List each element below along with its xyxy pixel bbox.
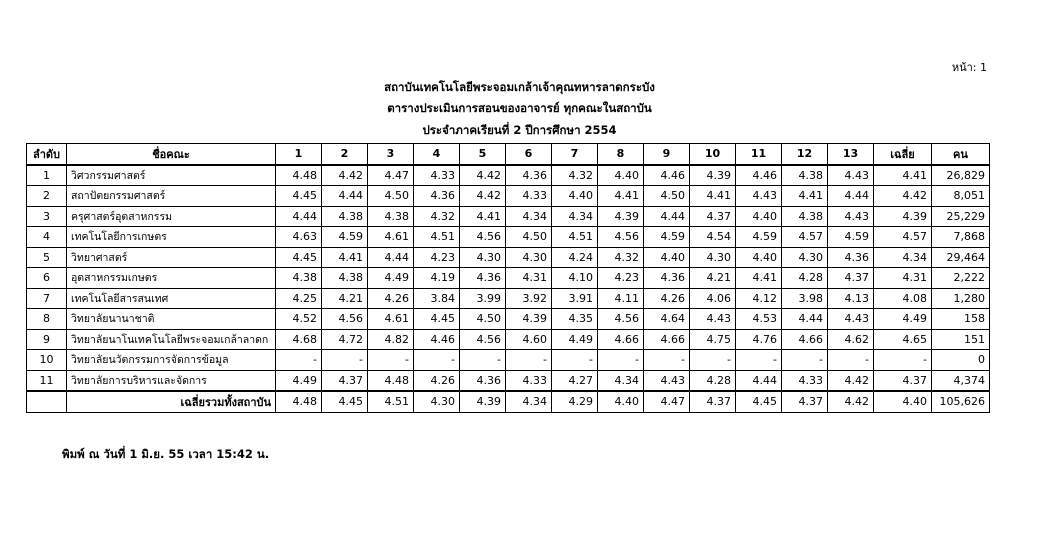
count-cell: 26,829 bbox=[932, 165, 990, 186]
table-row bbox=[27, 186, 990, 207]
score-cell: 4.40 bbox=[644, 247, 690, 268]
faculty-name-cell: วิทยาลัยการบริหารและจัดการ bbox=[67, 370, 276, 391]
rank-cell: 10 bbox=[27, 350, 67, 371]
score-cell: - bbox=[598, 350, 644, 371]
score-cell: 4.06 bbox=[690, 288, 736, 309]
score-cell: 4.39 bbox=[690, 165, 736, 186]
score-cell: 4.43 bbox=[644, 370, 690, 391]
score-cell: 4.53 bbox=[736, 309, 782, 330]
score-cell: 4.48 bbox=[368, 370, 414, 391]
table-row bbox=[27, 370, 990, 391]
score-cell: 4.19 bbox=[414, 268, 460, 289]
score-cell: 4.44 bbox=[782, 309, 828, 330]
score-cell: 4.44 bbox=[644, 206, 690, 227]
column-header: ชื่อคณะ bbox=[67, 144, 276, 165]
count-cell: 7,868 bbox=[932, 227, 990, 248]
column-header: 2 bbox=[322, 144, 368, 165]
institute-title: สถาบันเทคโนโลยีพระจอมเกล้าเจ้าคุณทหารลาดกระบัง bbox=[384, 80, 655, 94]
score-cell: 4.26 bbox=[414, 370, 460, 391]
faculty-name-cell: วิทยาลัยนวัตกรรมการจัดการข้อมูล bbox=[67, 350, 276, 371]
score-cell: 4.50 bbox=[644, 186, 690, 207]
count-cell: 4,374 bbox=[932, 370, 990, 391]
score-cell: 4.38 bbox=[782, 206, 828, 227]
score-cell: 4.33 bbox=[506, 186, 552, 207]
rank-cell: 2 bbox=[27, 186, 67, 207]
score-cell: 4.49 bbox=[276, 370, 322, 391]
score-cell: 4.38 bbox=[322, 268, 368, 289]
print-timestamp: พิมพ์ ณ วันที่ 1 มิ.ย. 55 เวลา 15:42 น. bbox=[62, 447, 270, 461]
rank-cell: 5 bbox=[27, 247, 67, 268]
column-header: 11 bbox=[736, 144, 782, 165]
score-cell: 4.62 bbox=[828, 329, 874, 350]
column-header: 10 bbox=[690, 144, 736, 165]
score-cell: 4.42 bbox=[322, 165, 368, 186]
score-cell: - bbox=[690, 350, 736, 371]
score-cell: 4.41 bbox=[460, 206, 506, 227]
average-cell: 4.41 bbox=[874, 165, 932, 186]
score-cell: 4.38 bbox=[368, 206, 414, 227]
score-cell: 4.34 bbox=[552, 206, 598, 227]
score-cell: 4.35 bbox=[552, 309, 598, 330]
score-cell: 4.47 bbox=[368, 165, 414, 186]
table-row bbox=[27, 165, 990, 186]
column-header: 4 bbox=[414, 144, 460, 165]
faculty-name-cell: วิทยาลัยนาโนเทคโนโลยีพระจอมเกล้าลาดก bbox=[67, 329, 276, 350]
table-row bbox=[27, 227, 990, 248]
count-cell: 0 bbox=[932, 350, 990, 371]
score-cell: 3.91 bbox=[552, 288, 598, 309]
score-cell: 4.30 bbox=[506, 247, 552, 268]
score-cell: 4.40 bbox=[736, 206, 782, 227]
total-score-cell: 4.45 bbox=[322, 391, 368, 412]
score-cell: 4.30 bbox=[460, 247, 506, 268]
score-cell: 4.41 bbox=[598, 186, 644, 207]
score-cell: - bbox=[782, 350, 828, 371]
score-cell: 4.51 bbox=[414, 227, 460, 248]
score-cell: 4.32 bbox=[598, 247, 644, 268]
score-cell: 4.52 bbox=[276, 309, 322, 330]
score-cell: 4.36 bbox=[644, 268, 690, 289]
score-cell: 4.32 bbox=[552, 165, 598, 186]
score-cell: 4.66 bbox=[782, 329, 828, 350]
faculty-name-cell: วิทยาศาสตร์ bbox=[67, 247, 276, 268]
table-header-row bbox=[27, 144, 990, 165]
count-cell: 8,051 bbox=[932, 186, 990, 207]
table-body bbox=[27, 165, 990, 413]
score-cell: 4.43 bbox=[736, 186, 782, 207]
score-cell: - bbox=[552, 350, 598, 371]
total-score-cell: 4.34 bbox=[506, 391, 552, 412]
score-cell: 4.68 bbox=[276, 329, 322, 350]
faculty-name-cell: วิทยาลัยนานาชาติ bbox=[67, 309, 276, 330]
faculty-name-cell: เทคโนโลยีสารสนเทศ bbox=[67, 288, 276, 309]
evaluation-table bbox=[26, 143, 990, 413]
score-cell: 4.30 bbox=[782, 247, 828, 268]
score-cell: 4.23 bbox=[598, 268, 644, 289]
score-cell: 4.38 bbox=[322, 206, 368, 227]
table-row bbox=[27, 288, 990, 309]
average-cell: 4.42 bbox=[874, 186, 932, 207]
average-cell: 4.57 bbox=[874, 227, 932, 248]
score-cell: 4.37 bbox=[690, 206, 736, 227]
score-cell: 4.63 bbox=[276, 227, 322, 248]
score-cell: 4.82 bbox=[368, 329, 414, 350]
score-cell: - bbox=[322, 350, 368, 371]
score-cell: 4.46 bbox=[736, 165, 782, 186]
faculty-name-cell: ครุศาสตร์อุตสาหกรรม bbox=[67, 206, 276, 227]
score-cell: 4.39 bbox=[598, 206, 644, 227]
score-cell: 4.42 bbox=[828, 370, 874, 391]
faculty-name-cell: วิศวกรรมศาสตร์ bbox=[67, 165, 276, 186]
faculty-name-cell: เทคโนโลยีการเกษตร bbox=[67, 227, 276, 248]
score-cell: 4.36 bbox=[460, 370, 506, 391]
score-cell: 4.40 bbox=[736, 247, 782, 268]
total-average-cell: 4.40 bbox=[874, 391, 932, 412]
score-cell: 4.56 bbox=[460, 329, 506, 350]
rank-cell: 9 bbox=[27, 329, 67, 350]
score-cell: 4.57 bbox=[782, 227, 828, 248]
average-cell: 4.49 bbox=[874, 309, 932, 330]
count-cell: 25,229 bbox=[932, 206, 990, 227]
score-cell: 4.26 bbox=[368, 288, 414, 309]
score-cell: 4.12 bbox=[736, 288, 782, 309]
rank-cell: 3 bbox=[27, 206, 67, 227]
score-cell: 4.31 bbox=[506, 268, 552, 289]
score-cell: 4.56 bbox=[460, 227, 506, 248]
score-cell: 4.59 bbox=[828, 227, 874, 248]
score-cell: 4.59 bbox=[322, 227, 368, 248]
score-cell: 4.44 bbox=[276, 206, 322, 227]
score-cell: 4.49 bbox=[368, 268, 414, 289]
score-cell: 4.36 bbox=[414, 186, 460, 207]
score-cell: 4.72 bbox=[322, 329, 368, 350]
score-cell: 4.36 bbox=[506, 165, 552, 186]
score-cell: 4.40 bbox=[598, 165, 644, 186]
total-score-cell: 4.37 bbox=[782, 391, 828, 412]
score-cell: 4.34 bbox=[506, 206, 552, 227]
score-cell: 4.66 bbox=[598, 329, 644, 350]
score-cell: 4.38 bbox=[276, 268, 322, 289]
score-cell: 4.64 bbox=[644, 309, 690, 330]
column-header: เฉลี่ย bbox=[874, 144, 932, 165]
score-cell: - bbox=[460, 350, 506, 371]
score-cell: 4.21 bbox=[690, 268, 736, 289]
count-cell: 151 bbox=[932, 329, 990, 350]
total-score-cell: 4.29 bbox=[552, 391, 598, 412]
score-cell: 4.59 bbox=[644, 227, 690, 248]
table-row bbox=[27, 247, 990, 268]
score-cell: 4.41 bbox=[782, 186, 828, 207]
column-header: ลำดับ bbox=[27, 144, 67, 165]
count-cell: 29,464 bbox=[932, 247, 990, 268]
score-cell: - bbox=[368, 350, 414, 371]
score-cell: - bbox=[736, 350, 782, 371]
score-cell: 4.10 bbox=[552, 268, 598, 289]
total-score-cell: 4.45 bbox=[736, 391, 782, 412]
column-header: 5 bbox=[460, 144, 506, 165]
semester-title: ประจำภาคเรียนที่ 2 ปีการศึกษา 2554 bbox=[422, 123, 617, 137]
column-header: 12 bbox=[782, 144, 828, 165]
score-cell: 4.50 bbox=[506, 227, 552, 248]
score-cell: 4.61 bbox=[368, 309, 414, 330]
total-score-cell: 4.40 bbox=[598, 391, 644, 412]
score-cell: 4.44 bbox=[368, 247, 414, 268]
score-cell: 4.45 bbox=[414, 309, 460, 330]
score-cell: 4.45 bbox=[276, 186, 322, 207]
score-cell: - bbox=[644, 350, 690, 371]
score-cell: 4.42 bbox=[460, 186, 506, 207]
total-row-spacer bbox=[27, 391, 67, 412]
score-cell: 4.46 bbox=[414, 329, 460, 350]
score-cell: 4.32 bbox=[414, 206, 460, 227]
table-row bbox=[27, 329, 990, 350]
table-row bbox=[27, 309, 990, 330]
rank-cell: 11 bbox=[27, 370, 67, 391]
rank-cell: 6 bbox=[27, 268, 67, 289]
score-cell: 3.99 bbox=[460, 288, 506, 309]
score-cell: 4.76 bbox=[736, 329, 782, 350]
total-score-cell: 4.48 bbox=[276, 391, 322, 412]
column-header: 1 bbox=[276, 144, 322, 165]
rank-cell: 1 bbox=[27, 165, 67, 186]
score-cell: 3.84 bbox=[414, 288, 460, 309]
table-row bbox=[27, 350, 990, 371]
score-cell: 4.28 bbox=[782, 268, 828, 289]
score-cell: 4.44 bbox=[322, 186, 368, 207]
score-cell: 4.39 bbox=[506, 309, 552, 330]
average-cell: 4.39 bbox=[874, 206, 932, 227]
score-cell: 4.54 bbox=[690, 227, 736, 248]
average-cell: 4.34 bbox=[874, 247, 932, 268]
report-title: ตารางประเมินการสอนของอาจารย์ ทุกคณะในสถาบัน bbox=[387, 101, 652, 115]
column-header: 13 bbox=[828, 144, 874, 165]
score-cell: - bbox=[828, 350, 874, 371]
score-cell: 4.43 bbox=[828, 165, 874, 186]
score-cell: 4.50 bbox=[460, 309, 506, 330]
score-cell: 4.36 bbox=[460, 268, 506, 289]
score-cell: 4.37 bbox=[322, 370, 368, 391]
column-header: 6 bbox=[506, 144, 552, 165]
table-row bbox=[27, 268, 990, 289]
column-header: 3 bbox=[368, 144, 414, 165]
table-row bbox=[27, 206, 990, 227]
score-cell: 4.46 bbox=[644, 165, 690, 186]
column-header: คน bbox=[932, 144, 990, 165]
score-cell: 4.59 bbox=[736, 227, 782, 248]
count-cell: 1,280 bbox=[932, 288, 990, 309]
column-header: 7 bbox=[552, 144, 598, 165]
score-cell: 4.51 bbox=[552, 227, 598, 248]
total-score-cell: 4.39 bbox=[460, 391, 506, 412]
score-cell: 4.26 bbox=[644, 288, 690, 309]
total-score-cell: 4.30 bbox=[414, 391, 460, 412]
total-count-cell: 105,626 bbox=[932, 391, 990, 412]
rank-cell: 7 bbox=[27, 288, 67, 309]
score-cell: 4.44 bbox=[736, 370, 782, 391]
average-cell: 4.08 bbox=[874, 288, 932, 309]
count-cell: 158 bbox=[932, 309, 990, 330]
score-cell: 4.30 bbox=[690, 247, 736, 268]
score-cell: 4.23 bbox=[414, 247, 460, 268]
column-header: 9 bbox=[644, 144, 690, 165]
score-cell: 4.33 bbox=[506, 370, 552, 391]
score-cell: 4.56 bbox=[322, 309, 368, 330]
score-cell: 4.41 bbox=[736, 268, 782, 289]
average-cell: 4.37 bbox=[874, 370, 932, 391]
page-number: หน้า: 1 bbox=[951, 61, 987, 74]
score-cell: - bbox=[506, 350, 552, 371]
score-cell: 4.37 bbox=[828, 268, 874, 289]
score-cell: 4.66 bbox=[644, 329, 690, 350]
score-cell: 4.61 bbox=[368, 227, 414, 248]
score-cell: 4.13 bbox=[828, 288, 874, 309]
score-cell: 4.21 bbox=[322, 288, 368, 309]
total-score-cell: 4.42 bbox=[828, 391, 874, 412]
score-cell: 4.11 bbox=[598, 288, 644, 309]
rank-cell: 8 bbox=[27, 309, 67, 330]
score-cell: 4.43 bbox=[828, 309, 874, 330]
score-cell: 4.49 bbox=[552, 329, 598, 350]
score-cell: - bbox=[414, 350, 460, 371]
average-cell: 4.65 bbox=[874, 329, 932, 350]
score-cell: 4.33 bbox=[782, 370, 828, 391]
total-score-cell: 4.47 bbox=[644, 391, 690, 412]
score-cell: 4.75 bbox=[690, 329, 736, 350]
score-cell: 4.48 bbox=[276, 165, 322, 186]
score-cell: - bbox=[276, 350, 322, 371]
rank-cell: 4 bbox=[27, 227, 67, 248]
score-cell: 4.43 bbox=[690, 309, 736, 330]
total-score-cell: 4.51 bbox=[368, 391, 414, 412]
average-cell: 4.31 bbox=[874, 268, 932, 289]
total-score-cell: 4.37 bbox=[690, 391, 736, 412]
score-cell: 4.40 bbox=[552, 186, 598, 207]
score-cell: 4.34 bbox=[598, 370, 644, 391]
score-cell: 4.56 bbox=[598, 227, 644, 248]
score-cell: 4.38 bbox=[782, 165, 828, 186]
total-row bbox=[27, 391, 990, 412]
score-cell: 4.25 bbox=[276, 288, 322, 309]
score-cell: 4.44 bbox=[828, 186, 874, 207]
column-header: 8 bbox=[598, 144, 644, 165]
score-cell: 4.43 bbox=[828, 206, 874, 227]
score-cell: 3.98 bbox=[782, 288, 828, 309]
score-cell: 4.45 bbox=[276, 247, 322, 268]
score-cell: 4.28 bbox=[690, 370, 736, 391]
score-cell: 4.27 bbox=[552, 370, 598, 391]
score-cell: 4.33 bbox=[414, 165, 460, 186]
score-cell: 3.92 bbox=[506, 288, 552, 309]
score-cell: 4.56 bbox=[598, 309, 644, 330]
faculty-name-cell: สถาปัตยกรรมศาสตร์ bbox=[67, 186, 276, 207]
score-cell: 4.41 bbox=[690, 186, 736, 207]
score-cell: 4.42 bbox=[460, 165, 506, 186]
score-cell: 4.41 bbox=[322, 247, 368, 268]
score-cell: 4.24 bbox=[552, 247, 598, 268]
total-label: เฉลี่ยรวมทั้งสถาบัน bbox=[67, 391, 276, 412]
count-cell: 2,222 bbox=[932, 268, 990, 289]
average-cell: - bbox=[874, 350, 932, 371]
score-cell: 4.60 bbox=[506, 329, 552, 350]
faculty-name-cell: อุตสาหกรรมเกษตร bbox=[67, 268, 276, 289]
score-cell: 4.36 bbox=[828, 247, 874, 268]
score-cell: 4.50 bbox=[368, 186, 414, 207]
